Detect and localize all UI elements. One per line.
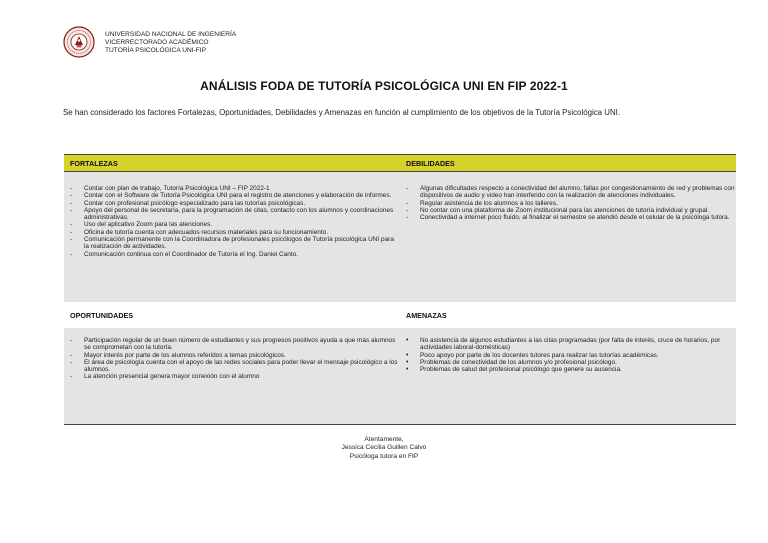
oportunidades-cell	[64, 328, 400, 424]
fortalezas-cell	[64, 172, 400, 302]
institution-header	[105, 31, 236, 54]
list-item: - Apoyo del personal de secretaría, para la programación de citas, contacto con los alumnos y coordinaciones administrativas.	[64, 207, 400, 222]
institution-name: UNIVERSIDAD NACIONAL DE INGENIERÍA	[105, 31, 237, 38]
intro-paragraph: Se han considerado los factores Fortalezas, Oportunidades, Debilidades y Amenazas en función al cumplimiento de los objetivos de la Tutoría Psicológica UNI.	[63, 108, 621, 117]
list-item: - No contar con una plataforma de Zoom institucional para las atenciones de tutoría individual y grupal.	[400, 207, 736, 214]
amenazas-cell	[400, 328, 736, 424]
oportunidades-heading: OPORTUNIDADES	[64, 302, 400, 328]
list-item: - Uso del aplicativo Zoom para las atenciones.	[64, 221, 400, 228]
list-item: - Contar con profesional psicólogo especializado para las tutorías psicológicas.	[64, 200, 400, 207]
debilidades-heading: DEBILIDADES	[400, 154, 736, 172]
list-item: - Algunas dificultades respecto a conectividad del alumno, fallas por congestionamiento de red y problemas con dispositivos de audio y video han interferido con la realización de atenciones individuales.	[400, 185, 736, 200]
university-seal-logo	[63, 26, 95, 58]
list-item: • Problemas de salud del profesional psicólogo que genere su ausencia.	[400, 366, 736, 373]
amenazas-heading: AMENAZAS	[400, 302, 736, 328]
list-item: - Contar con el Software de Tutoría Psicológica UNI para el registro de atenciones y elaboración de informes.	[64, 192, 400, 199]
oportunidades-list	[64, 337, 400, 381]
list-item: - Contar con plan de trabajo, Tutoría Psicológica UNI – FIP 2022-1	[64, 185, 400, 192]
list-item: - Comunicación continua con el Coordinador de Tutoría el Ing. Daniel Canto.	[64, 251, 400, 258]
signer-name: Jessica Cecilia Guillen Calvo	[341, 444, 427, 452]
list-item: - El área de psicología cuenta con el apoyo de las redes sociales para poder llevar el mensaje psicológico a los alumnos.	[64, 359, 400, 374]
list-item: - Regular asistencia de los alumnos a los talleres.	[400, 200, 736, 207]
list-item: - Participación regular de un buen número de estudiantes y sus progresos positivos ayuda a que más alumnos se comprometan con la tutoría.	[64, 337, 400, 352]
amenazas-list	[400, 337, 736, 373]
fortalezas-list	[64, 185, 400, 258]
vice-rectorate: VICERRECTORADO ACADÉMICO	[105, 38, 209, 46]
list-item: - La atención presencial genera mayor conexión con el alumno	[64, 373, 400, 380]
list-item: - Conectividad a internet poco fluido, al finalizar el semestre se atendió desde el celular de la psicóloga tutora.	[400, 214, 736, 221]
foda-table	[64, 154, 736, 424]
debilidades-list	[400, 185, 736, 221]
list-item: - Mayor interés por parte de los alumnos referidos a temas psicológicos.	[64, 352, 400, 359]
debilidades-cell	[400, 172, 736, 302]
tutoring-unit: TUTORÍA PSICOLÓGICA UNI-FIP	[105, 46, 206, 54]
page-title: ANÁLISIS FODA DE TUTORÍA PSICOLÓGICA UNI EN FIP 2022-1	[200, 79, 568, 93]
fortalezas-heading: FORTALEZAS	[64, 154, 400, 172]
list-item: • Problemas de conectividad de los alumnos y/o profesional psicólogo.	[400, 359, 736, 366]
list-item: • Poco apoyo por parte de los docentes tutores para realizar las tutorías académicas.	[400, 352, 736, 359]
list-item: - Oficina de tutoría cuenta con adecuados recursos materiales para su funcionamiento.	[64, 229, 400, 236]
list-item: - Comunicación permanente con la Coordinadora de profesionales psicólogos de Tutoría psicológica UNI para la realización de actividades.	[64, 236, 400, 251]
closing-greeting: Atentamente,	[364, 436, 404, 443]
signature-block	[0, 436, 768, 461]
table-bottom-border	[64, 424, 736, 425]
list-item: • No asistencia de algunos estudiantes a las citas programadas (por falta de interés, cruce de horarios, por actividades laboral-domésticas)	[400, 337, 736, 352]
signer-role: Psicóloga tutora en FIP	[349, 452, 419, 460]
